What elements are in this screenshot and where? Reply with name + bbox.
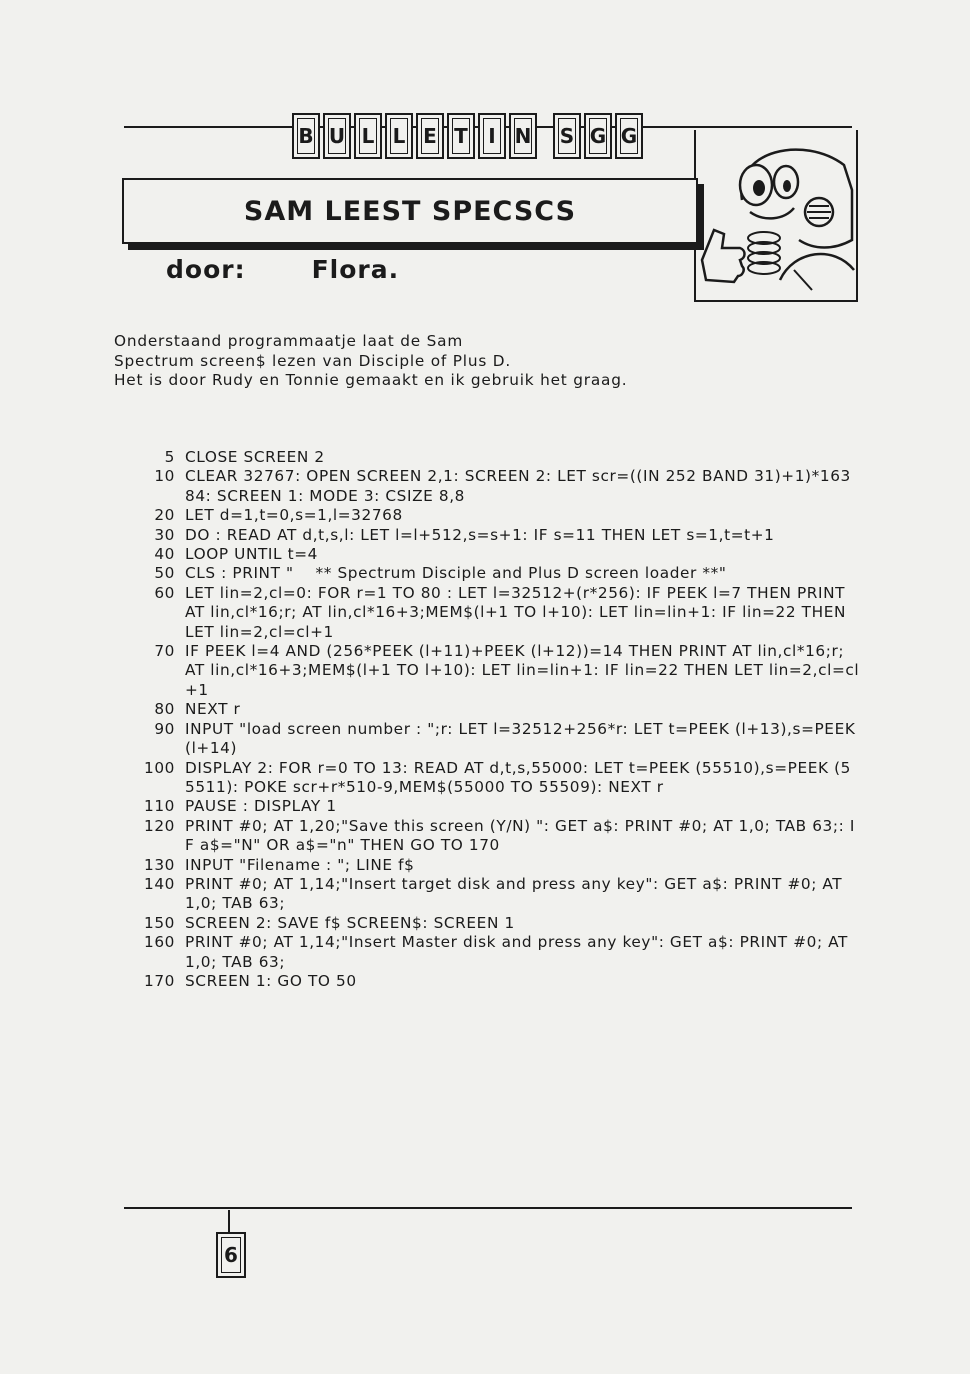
program-line (135, 972, 860, 991)
line-number: 80 (154, 700, 175, 719)
line-code: CLOSE SCREEN 2 (185, 448, 325, 466)
line-code: INPUT "load screen number : ";r: LET l=32512+256*r: LET t=PEEK (l+13),s=PEEK (l+14) (185, 719, 861, 758)
program-line (135, 933, 860, 972)
page-number: 6 (216, 1232, 246, 1278)
article-title-banner (122, 178, 698, 244)
line-code: IF PEEK l=4 AND (256*PEEK (l+11)+PEEK (l+12))=14 THEN PRINT AT lin,cl*16;r; AT lin,cl*16+3;MEM$(l+1 TO l+10): LET lin=lin+1: IF lin=22 THEN LET lin=2,cl=cl+1 (185, 642, 860, 699)
basic-program-listing (135, 448, 860, 991)
masthead-letter: S (553, 113, 581, 159)
line-number: 30 (154, 525, 175, 544)
line-code: SCREEN 2: SAVE f$ SCREEN$: SCREEN 1 (185, 913, 515, 932)
byline-label: door: (166, 255, 246, 284)
masthead-letter: L (354, 113, 382, 159)
masthead-letter: E (416, 113, 444, 159)
masthead-letter: G (615, 113, 643, 159)
footer-rule (124, 1207, 852, 1209)
byline (166, 255, 399, 284)
line-number: 60 (154, 583, 175, 602)
line-number: 170 (144, 971, 175, 990)
masthead-letter: B (292, 113, 320, 159)
masthead-letter: L (385, 113, 413, 159)
program-line (135, 875, 860, 914)
line-code: PRINT #0; AT 1,20;"Save this screen (Y/N) ": GET a$: PRINT #0; AT 1,0; TAB 63;: IF a$="N" OR a$="n" THEN GO TO 170 (185, 816, 855, 855)
line-number: 140 (144, 874, 175, 893)
program-line (135, 584, 860, 642)
byline-author: Flora. (311, 255, 400, 284)
masthead-letter: G (584, 113, 612, 159)
line-number: 20 (154, 506, 175, 525)
line-code: CLEAR 32767: OPEN SCREEN 2,1: SCREEN 2: LET scr=((IN 252 BAND 31)+1)*16384: SCREEN 1: MODE 3: CSIZE 8,8 (185, 467, 851, 505)
program-line (135, 759, 860, 798)
line-code: DISPLAY 2: FOR r=0 TO 13: READ AT d,t,s,55000: LET t=PEEK (55510),s=PEEK (55511): POKE scr+r*510-9,MEM$(55000 TO 55509): NEXT r (185, 758, 851, 796)
program-line (135, 720, 860, 759)
line-code: DO : READ AT d,t,s,l: LET l=l+512,s=s+1: IF s=11 THEN LET s=1,t=t+1 (185, 525, 775, 544)
line-code: PRINT #0; AT 1,14;"Insert Master disk and press any key": GET a$: PRINT #0; AT 1,0; TAB 63; (185, 933, 854, 971)
program-line (135, 467, 860, 506)
line-number: 160 (144, 933, 175, 952)
mascot-illustration (694, 130, 856, 302)
program-line (135, 914, 860, 933)
program-line (135, 856, 860, 875)
line-number: 10 (154, 467, 175, 486)
line-number: 40 (154, 545, 175, 564)
masthead-letter: N (509, 113, 537, 159)
line-number: 70 (154, 642, 175, 661)
program-line (135, 545, 860, 564)
masthead-letter: U (323, 113, 351, 159)
intro-line: Spectrum screen$ lezen van Disciple of Plus D. (114, 351, 512, 370)
article-title: SAM LEEST SPECSCS (243, 195, 577, 227)
program-line (135, 448, 860, 467)
program-line (135, 817, 860, 856)
line-code: PRINT #0; AT 1,14;"Insert target disk and press any key": GET a$: PRINT #0; AT 1,0; TAB 63; (185, 874, 848, 913)
program-line (135, 526, 860, 545)
intro-paragraph (114, 332, 627, 391)
masthead-letter: T (447, 113, 475, 159)
line-number: 90 (154, 719, 175, 738)
program-line (135, 506, 860, 525)
line-code: PAUSE : DISPLAY 1 (185, 797, 337, 816)
line-number: 150 (144, 913, 175, 932)
line-code: INPUT "Filename : "; LINE f$ (185, 855, 415, 874)
line-number: 130 (144, 855, 175, 874)
line-code: SCREEN 1: GO TO 50 (185, 971, 357, 990)
line-number: 110 (144, 797, 175, 816)
line-code: NEXT r (185, 700, 241, 719)
program-line (135, 642, 860, 700)
program-line (135, 700, 860, 719)
bulletin-masthead (292, 113, 643, 159)
page-number-stem (228, 1210, 230, 1232)
line-code: CLS : PRINT " ** Spectrum Disciple and Plus D screen loader **" (185, 564, 727, 583)
intro-line: Het is door Rudy en Tonnie gemaakt en ik gebruik het graag. (114, 371, 628, 389)
line-code: LET d=1,t=0,s=1,l=32768 (185, 506, 403, 525)
line-code: LOOP UNTIL t=4 (185, 545, 318, 564)
program-line (135, 797, 860, 816)
line-code: LET lin=2,cl=0: FOR r=1 TO 80 : LET l=32512+(r*256): IF PEEK l=7 THEN PRINT AT lin,cl*16;r; AT lin,cl*16+3;MEM$(l+1 TO l+10): LET lin=lin+1: IF lin=22 THEN LET lin=2,cl=cl+1 (185, 583, 852, 641)
line-number: 100 (144, 758, 175, 777)
line-number: 5 (164, 448, 175, 466)
line-number: 120 (144, 816, 175, 835)
intro-line: Onderstaand programmaatje laat de Sam (114, 332, 464, 350)
line-number: 50 (154, 564, 175, 583)
program-line (135, 564, 860, 583)
masthead-letter: I (478, 113, 506, 159)
